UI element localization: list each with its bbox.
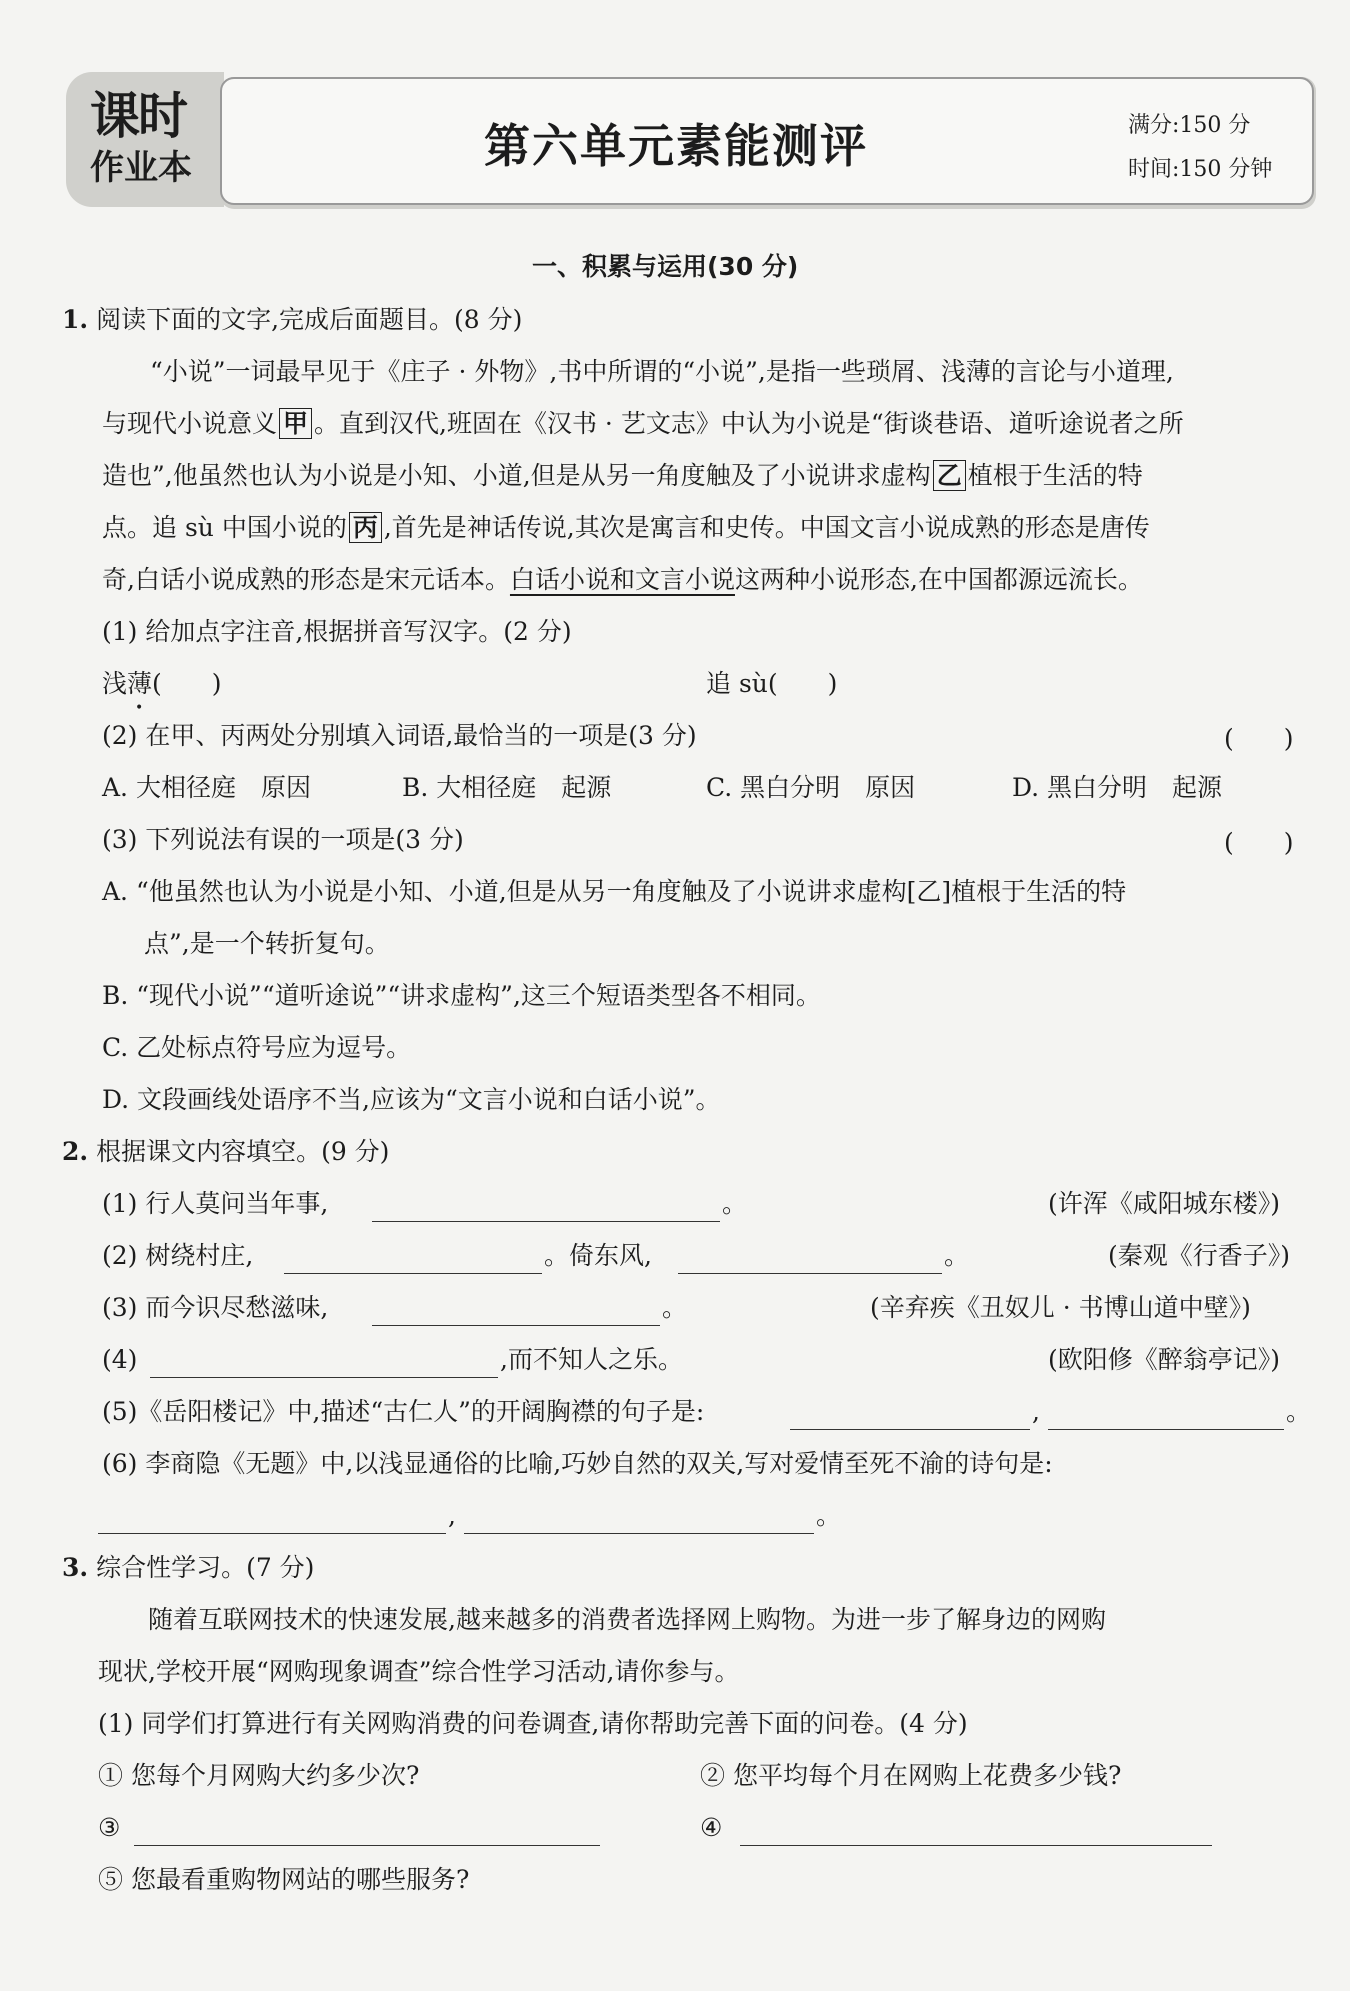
blank-box-yi: 乙 bbox=[933, 460, 966, 491]
survey-item-3-label: ③ bbox=[98, 1813, 121, 1842]
option-a: A. 大相径庭 原因 bbox=[102, 773, 311, 802]
source-citation: (秦观《行香子》) bbox=[1108, 1241, 1291, 1270]
answer-blank[interactable] bbox=[790, 1429, 1030, 1430]
full-score: 满分:150 分 bbox=[1128, 113, 1251, 138]
fill-item-2-mid: 。倚东风, bbox=[544, 1241, 652, 1270]
answer-blank[interactable] bbox=[678, 1273, 942, 1274]
answer-blank[interactable] bbox=[372, 1221, 720, 1222]
fill-item-6: (6) 李商隐《无题》中,以浅显通俗的比喻,巧妙自然的双关,写对爱情至死不渝的诗句是: bbox=[102, 1449, 1053, 1478]
fill-item-5: (5)《岳阳楼记》中,描述“古仁人”的开阔胸襟的句子是: bbox=[102, 1397, 705, 1426]
item-text: 浅 bbox=[102, 669, 128, 698]
punct: 。 bbox=[662, 1293, 688, 1322]
brand-logo bbox=[66, 72, 224, 207]
page-title: 第六单元素能测评 bbox=[484, 119, 868, 173]
punct: 。 bbox=[1286, 1397, 1312, 1426]
source-citation: (许浑《咸阳城东楼》) bbox=[1048, 1189, 1281, 1218]
brand-bottom-text: 作业本 bbox=[90, 148, 192, 188]
passage-line-4 bbox=[102, 511, 1150, 545]
pinyin-item-b: 追 sù( ) bbox=[706, 669, 838, 698]
punct: 。 bbox=[944, 1241, 970, 1270]
answer-parens[interactable]: ( ) bbox=[1224, 828, 1294, 857]
passage-line-1: 随着互联网技术的快速发展,越来越多的消费者选择网上购物。为进一步了解身边的网购 bbox=[148, 1605, 1106, 1634]
choice-a-line-2: 点”,是一个转折复句。 bbox=[144, 929, 390, 958]
survey-item-1: ① 您每个月网购大约多少次? bbox=[98, 1761, 420, 1790]
blank-box-bing: 丙 bbox=[349, 512, 382, 543]
passage-text: 奇,白话小说成熟的形态是宋元话本。 bbox=[102, 565, 510, 594]
passage-line-5 bbox=[102, 563, 1143, 597]
passage-text: ,首先是神话传说,其次是寓言和史传。中国文言小说成熟的形态是唐传 bbox=[383, 513, 1150, 542]
answer-parens: ( ) bbox=[152, 669, 222, 698]
question-number: 3. bbox=[62, 1553, 89, 1582]
answer-parens[interactable]: ( ) bbox=[1224, 724, 1294, 753]
pinyin-item-a bbox=[102, 667, 222, 701]
underlined-phrase: 白话小说和文言小说 bbox=[509, 565, 735, 594]
answer-blank[interactable] bbox=[740, 1845, 1212, 1846]
section-heading: 一、积累与运用(30 分) bbox=[532, 252, 799, 281]
question-number: 1. bbox=[62, 305, 89, 334]
passage-text: 造也”,他虽然也认为小说是小知、小道,但是从另一角度触及了小说讲求虚构 bbox=[102, 461, 931, 490]
fill-item-4: (4) bbox=[102, 1345, 138, 1374]
choice-d: D. 文段画线处语序不当,应该为“文言小说和白话小说”。 bbox=[102, 1085, 721, 1114]
option-b: B. 大相径庭 起源 bbox=[402, 773, 612, 802]
passage-text: 点。追 sù 中国小说的 bbox=[102, 513, 347, 542]
punct: , bbox=[1032, 1397, 1040, 1426]
passage-line-2 bbox=[102, 407, 1184, 441]
answer-blank[interactable] bbox=[284, 1273, 542, 1274]
question-stem: 阅读下面的文字,完成后面题目。(8 分) bbox=[96, 305, 523, 334]
passage-text: 这两种小说形态,在中国都源远流长。 bbox=[734, 565, 1143, 594]
punct: , bbox=[448, 1501, 456, 1530]
answer-blank[interactable] bbox=[98, 1533, 446, 1534]
question-stem: 综合性学习。(7 分) bbox=[96, 1553, 315, 1582]
fill-item-2: (2) 树绕村庄, bbox=[102, 1241, 254, 1270]
question-3-stem bbox=[62, 1551, 314, 1585]
sub-question-1: (1) 给加点字注音,根据拼音写汉字。(2 分) bbox=[102, 617, 572, 646]
fill-item-4-end: ,而不知人之乐。 bbox=[500, 1345, 683, 1374]
passage-line-2: 现状,学校开展“网购现象调查”综合性学习活动,请你参与。 bbox=[98, 1657, 740, 1686]
survey-item-5: ⑤ 您最看重购物网站的哪些服务? bbox=[98, 1865, 470, 1894]
answer-blank[interactable] bbox=[372, 1325, 660, 1326]
answer-blank[interactable] bbox=[464, 1533, 814, 1534]
question-number: 2. bbox=[62, 1137, 89, 1166]
choice-c: C. 乙处标点符号应为逗号。 bbox=[102, 1033, 412, 1062]
sub-question-2: (2) 在甲、丙两处分别填入词语,最恰当的一项是(3 分) bbox=[102, 721, 697, 750]
dotted-character: 薄 bbox=[127, 669, 153, 698]
passage-line-3 bbox=[102, 459, 1143, 493]
fill-item-3: (3) 而今识尽愁滋味, bbox=[102, 1293, 329, 1322]
sub-question-3: (3) 下列说法有误的一项是(3 分) bbox=[102, 825, 464, 854]
time-limit: 时间:150 分钟 bbox=[1128, 157, 1273, 182]
choice-b: B. “现代小说”“道听途说”“讲求虚构”,这三个短语类型各不相同。 bbox=[102, 981, 821, 1010]
question-2-stem bbox=[62, 1135, 389, 1169]
passage-text: 植根于生活的特 bbox=[967, 461, 1143, 490]
question-stem: 根据课文内容填空。(9 分) bbox=[96, 1137, 390, 1166]
answer-blank[interactable] bbox=[134, 1845, 600, 1846]
source-citation: (欧阳修《醉翁亭记》) bbox=[1048, 1345, 1281, 1374]
survey-item-4-label: ④ bbox=[700, 1813, 723, 1842]
punct: 。 bbox=[816, 1501, 842, 1530]
blank-box-jia: 甲 bbox=[279, 408, 312, 439]
passage-text: 。直到汉代,班固在《汉书 · 艺文志》中认为小说是“街谈巷语、道听途说者之所 bbox=[314, 409, 1184, 438]
passage-text: 与现代小说意义 bbox=[102, 409, 278, 438]
option-d: D. 黑白分明 起源 bbox=[1012, 773, 1223, 802]
survey-item-2: ② 您平均每个月在网购上花费多少钱? bbox=[700, 1761, 1122, 1790]
question-1-stem bbox=[62, 303, 522, 337]
answer-blank[interactable] bbox=[1048, 1429, 1284, 1430]
sub-question-1: (1) 同学们打算进行有关网购消费的问卷调查,请你帮助完善下面的问卷。(4 分) bbox=[98, 1709, 968, 1738]
punct: 。 bbox=[722, 1189, 748, 1218]
passage-line-1: “小说”一词最早见于《庄子 · 外物》,书中所谓的“小说”,是指一些琐屑、浅薄的言论与小道理, bbox=[150, 357, 1174, 386]
source-citation: (辛弃疾《丑奴儿 · 书博山道中壁》) bbox=[870, 1293, 1251, 1322]
fill-item-1: (1) 行人莫问当年事, bbox=[102, 1189, 329, 1218]
choice-a-line-1: A. “他虽然也认为小说是小知、小道,但是从另一角度触及了小说讲求虚构[乙]植根于生活的特 bbox=[102, 877, 1127, 906]
option-c: C. 黑白分明 原因 bbox=[706, 773, 916, 802]
brand-top-text: 课时 bbox=[90, 87, 186, 145]
answer-blank[interactable] bbox=[150, 1377, 498, 1378]
